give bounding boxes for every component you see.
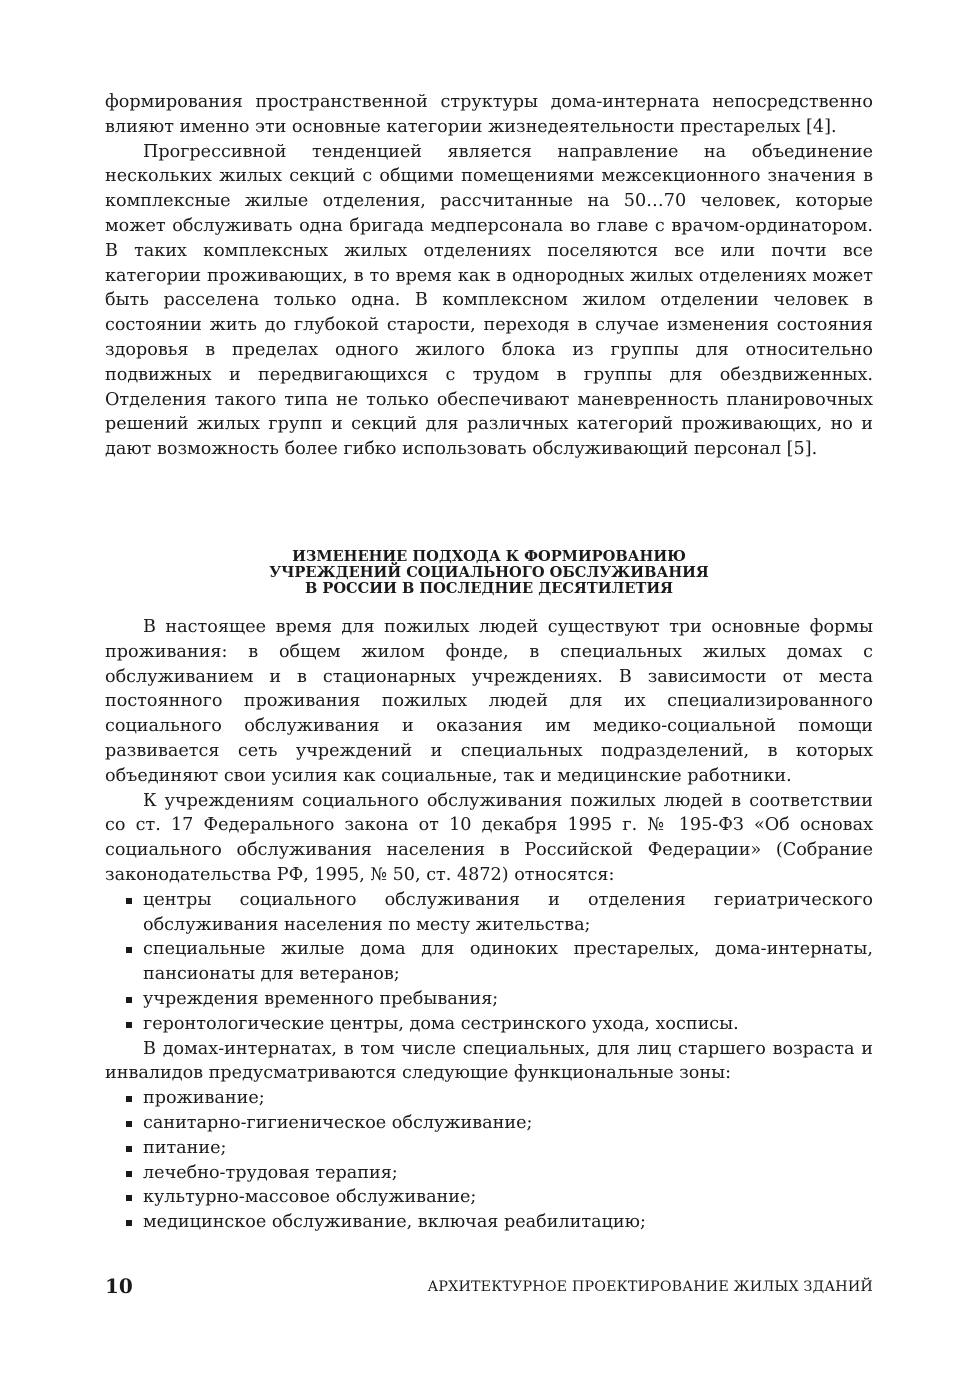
section-heading-line-1: ИЗМЕНЕНИЕ ПОДХОДА К ФОРМИРОВАНИЮ <box>292 548 686 565</box>
bullet-square-icon <box>126 1146 132 1152</box>
running-title: АРХИТЕКТУРНОЕ ПРОЕКТИРОВАНИЕ ЖИЛЫХ ЗДАНИЙ <box>427 1279 873 1295</box>
list-item-text: питание; <box>143 1137 227 1158</box>
page-number: 10 <box>105 1274 133 1298</box>
text-block-bottom <box>105 615 873 1235</box>
paragraph-living-forms: В настоящее время для пожилых людей существуют три основные формы проживания: в общем жилом фонде, в специальных жилых домах с обслуживанием и в стационарных учреждениях. В зависимости от места постоянного проживания пожилых людей для их специализированного социального обслуживания и оказания им медико-социальной помощи развивается сеть учреждений и специальных подразделений, в которых объединяют свои усилия как социальные, так и медицинские работники. <box>105 617 873 786</box>
bullet-square-icon <box>126 947 132 953</box>
section-heading-line-2: УЧРЕЖДЕНИЙ СОЦИАЛЬНОГО ОБСЛУЖИВАНИЯ <box>269 564 709 581</box>
paragraph-federal-law: К учреждениям социального обслуживания пожилых людей в соответствии со ст. 17 Федерального закона от 10 декабря 1995 г. № 195-ФЗ «Об основах социального обслуживания населения в Российской Федерации» (Собрание законодательства РФ, 1995, № 50, ст. 4872) относятся: <box>105 790 873 885</box>
list-item <box>105 987 873 1012</box>
list-item-text: учреждения временного пребывания; <box>143 988 499 1009</box>
paragraph-complex-units: Прогрессивной тенденцией является направление на объединение нескольких жилых секций с общими помещениями межсекционного значения в комплексные жилые отделения, рассчитанные на 50…70 человек, которые может обслуживать одна бригада медперсонала во главе с врачом-ординатором. В таких комплексных жилых отделениях поселяются все или почти все категории проживающих, в то время как в однородных жилых отделениях может быть расселена только одна. В комплексном жилом отделении человек в состоянии жить до глубокой старости, переходя в случае изменения состояния здоровья в пределах одного жилого блока из группы для относительно подвижных и передвигающихся с трудом в группы для обездвиженных. Отделения такого типа не только обеспечивают маневренность планировочных решений жилых групп и секций для различных категорий проживающих, но и дают возможность более гибко использовать обслуживающий персонал [5]. <box>105 141 873 460</box>
list-item-text: специальные жилые дома для одиноких престарелых, дома-интернаты, пансионаты для ветеранов; <box>143 939 873 985</box>
section-heading <box>105 549 873 597</box>
list-item-text: культурно-массовое обслуживание; <box>143 1187 477 1208</box>
institutions-list <box>105 888 873 1037</box>
section-heading-line-3: В РОССИИ В ПОСЛЕДНИЕ ДЕСЯТИЛЕТИЯ <box>304 580 674 597</box>
page-footer <box>105 1273 873 1299</box>
text-block-top <box>105 90 873 462</box>
list-item-text: медицинское обслуживание, включая реабилитацию; <box>143 1212 646 1233</box>
list-item <box>105 1136 873 1161</box>
bullet-square-icon <box>126 1171 132 1177</box>
list-item <box>105 1086 873 1111</box>
bullet-square-icon <box>126 1195 132 1201</box>
list-item-text: проживание; <box>143 1088 265 1109</box>
list-item <box>105 937 873 987</box>
bullet-square-icon <box>126 1022 132 1028</box>
list-item <box>105 888 873 938</box>
bullet-square-icon <box>126 898 132 904</box>
bullet-square-icon <box>126 1121 132 1127</box>
list-item-text: санитарно-гигиеническое обслуживание; <box>143 1112 533 1133</box>
list-item <box>105 1012 873 1037</box>
paragraph-continuation: формирования пространственной структуры дома-интерната непосредственно влияют именно эти основные категории жизнедеятельности престарелых [4]. <box>105 92 873 137</box>
list-item <box>105 1111 873 1136</box>
zones-list <box>105 1086 873 1235</box>
bullet-square-icon <box>126 1096 132 1102</box>
list-item-text: центры социального обслуживания и отделения гериатрического обслуживания населения по месту жительства; <box>143 889 873 935</box>
list-item <box>105 1185 873 1210</box>
bullet-square-icon <box>126 1220 132 1226</box>
list-item-text: лечебно-трудовая терапия; <box>143 1162 398 1183</box>
list-item <box>105 1210 873 1235</box>
paragraph-functional-zones: В домах-интернатах, в том числе специальных, для лиц старшего возраста и инвалидов предусматриваются следующие функциональные зоны: <box>105 1038 873 1084</box>
list-item-text: геронтологические центры, дома сестринского ухода, хосписы. <box>143 1013 739 1034</box>
list-item <box>105 1161 873 1186</box>
bullet-square-icon <box>126 997 132 1003</box>
